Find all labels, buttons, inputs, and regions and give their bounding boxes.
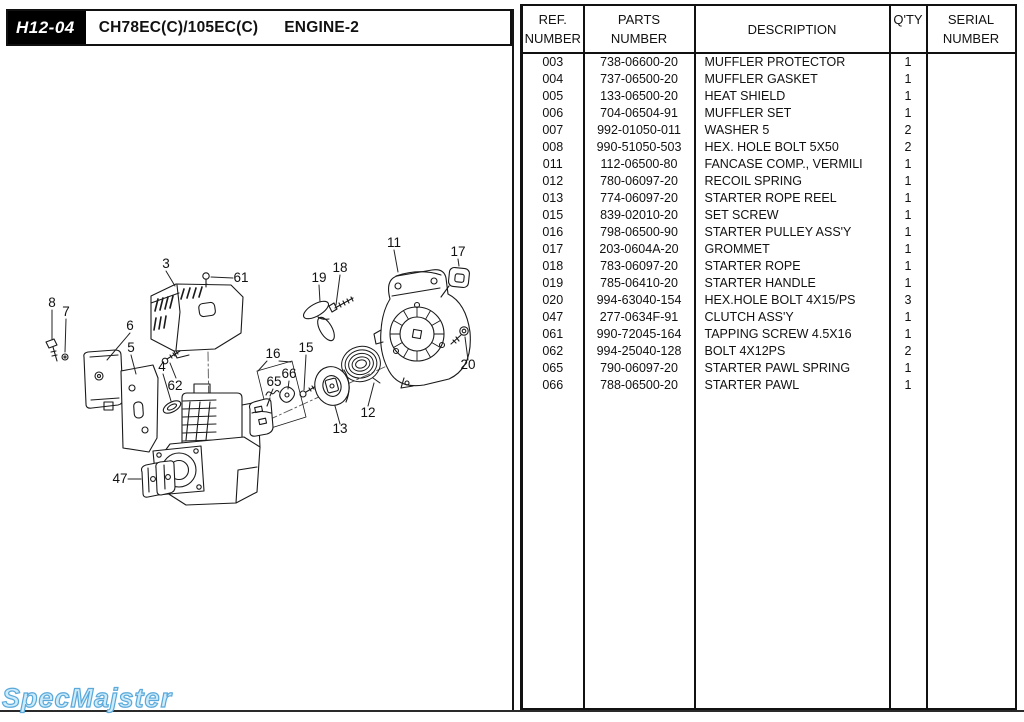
cell-part-number: 737-06500-20	[584, 70, 695, 87]
cell-ref-number: 007	[542, 122, 564, 137]
column-header-ref: REF. NUMBER	[522, 5, 584, 53]
cell-description: MUFFLER GASKET	[695, 70, 890, 87]
muffler-part	[84, 350, 123, 410]
cell-serial-number	[927, 308, 1016, 325]
table-row	[522, 257, 1016, 274]
label-16: 16	[265, 346, 281, 361]
cell-ref-number: 061	[542, 326, 564, 341]
table-row	[522, 172, 1016, 189]
table-row	[522, 274, 1016, 291]
cell-ref-number: 062	[542, 343, 564, 358]
cell-serial-number	[927, 257, 1016, 274]
heat-shield-part	[121, 365, 158, 452]
label-18: 18	[332, 260, 348, 275]
label-15: 15	[298, 340, 314, 355]
cell-part-number: 780-06097-20	[584, 172, 695, 189]
cell-ref-number: 065	[542, 360, 564, 375]
cell-qty: 1	[890, 87, 927, 104]
cell-ref-number: 013	[542, 190, 564, 205]
cell-part-number: 990-51050-503	[584, 138, 695, 155]
label-19: 19	[311, 270, 327, 285]
label-13: 13	[332, 421, 348, 436]
cell-qty: 1	[890, 104, 927, 121]
fancase-part	[374, 270, 470, 388]
cell-description: HEAT SHIELD	[695, 87, 890, 104]
cell-ref-number: 004	[542, 71, 564, 86]
cell-ref-number: 006	[542, 105, 564, 120]
table-row	[522, 291, 1016, 308]
cell-part-number: 785-06410-20	[584, 274, 695, 291]
table-row	[522, 189, 1016, 206]
label-8: 8	[48, 295, 56, 310]
cell-description: MUFFLER SET	[695, 104, 890, 121]
cell-description: STARTER PAWL	[695, 376, 890, 393]
cell-serial-number	[927, 274, 1016, 291]
cell-serial-number	[927, 376, 1016, 393]
table-row	[522, 155, 1016, 172]
label-4: 4	[158, 359, 166, 374]
set-screw-part	[300, 386, 316, 397]
cell-description: HEX. HOLE BOLT 5X50	[695, 138, 890, 155]
cell-ref-number: 008	[542, 139, 564, 154]
cell-serial-number	[927, 325, 1016, 342]
cell-part-number: 133-06500-20	[584, 87, 695, 104]
cell-serial-number	[927, 240, 1016, 257]
cell-ref-number: 005	[542, 88, 564, 103]
table-row	[522, 70, 1016, 87]
cell-part-number: 774-06097-20	[584, 189, 695, 206]
sheet-name: ENGINE-2	[284, 18, 360, 36]
label-5: 5	[127, 340, 135, 355]
table-row	[522, 308, 1016, 325]
table-row	[522, 342, 1016, 359]
cell-part-number: 783-06097-20	[584, 257, 695, 274]
table-row	[522, 359, 1016, 376]
cell-part-number: 994-63040-154	[584, 291, 695, 308]
cell-serial-number	[927, 172, 1016, 189]
table-row	[522, 138, 1016, 155]
cell-description: HEX.HOLE BOLT 4X15/PS	[695, 291, 890, 308]
label-7: 7	[62, 304, 70, 319]
label-62: 62	[167, 378, 183, 393]
cell-ref-number: 020	[542, 292, 564, 307]
cell-qty: 1	[890, 240, 927, 257]
cell-qty: 1	[890, 189, 927, 206]
column-header-description: DESCRIPTION	[695, 5, 890, 53]
rope-reel-part	[311, 363, 354, 409]
cell-description: STARTER PULLEY ASS'Y	[695, 223, 890, 240]
cell-description: BOLT 4X12PS	[695, 342, 890, 359]
cell-qty: 2	[890, 342, 927, 359]
column-header-parts: PARTS NUMBER	[584, 5, 695, 53]
label-11: 11	[386, 235, 402, 250]
cell-qty: 2	[890, 138, 927, 155]
parts-table-header	[522, 5, 1016, 53]
cell-description: GROMMET	[695, 240, 890, 257]
cell-description: MUFFLER PROTECTOR	[695, 53, 890, 70]
cell-serial-number	[927, 291, 1016, 308]
column-header-serial: SERIAL NUMBER	[927, 5, 1016, 53]
cell-description: SET SCREW	[695, 206, 890, 223]
cell-serial-number	[927, 53, 1016, 70]
screw-18-part	[329, 297, 353, 312]
cell-part-number: 839-02010-20	[584, 206, 695, 223]
muffler-protector-part	[151, 284, 243, 358]
cell-qty: 1	[890, 359, 927, 376]
label-47: 47	[112, 471, 128, 486]
washer-7-part	[62, 354, 68, 360]
page-code-badge: H12-04	[8, 11, 86, 44]
cell-description: TAPPING SCREW 4.5X16	[695, 325, 890, 342]
label-61: 61	[233, 270, 249, 285]
cell-serial-number	[927, 104, 1016, 121]
cell-description: WASHER 5	[695, 121, 890, 138]
muffler-gasket-part	[161, 398, 182, 415]
cell-ref-number: 019	[542, 275, 564, 290]
cell-ref-number: 012	[542, 173, 564, 188]
cell-part-number: 788-06500-20	[584, 376, 695, 393]
cell-serial-number	[927, 223, 1016, 240]
cell-ref-number: 047	[542, 309, 564, 324]
table-row	[522, 121, 1016, 138]
cell-serial-number	[927, 87, 1016, 104]
cell-qty: 3	[890, 291, 927, 308]
column-header-qty: Q'TY	[890, 5, 927, 53]
cell-description: FANCASE COMP., VERMILI	[695, 155, 890, 172]
cell-description: STARTER HANDLE	[695, 274, 890, 291]
cell-qty: 1	[890, 257, 927, 274]
cell-qty: 1	[890, 172, 927, 189]
cell-qty: 2	[890, 121, 927, 138]
panel-divider	[512, 9, 514, 712]
cell-part-number: 994-25040-128	[584, 342, 695, 359]
cell-qty: 1	[890, 206, 927, 223]
parts-table-body	[522, 53, 1016, 709]
cell-ref-number: 015	[542, 207, 564, 222]
cell-serial-number	[927, 206, 1016, 223]
cell-qty: 1	[890, 308, 927, 325]
table-row	[522, 87, 1016, 104]
table-filler-row	[522, 393, 1016, 709]
cell-ref-number: 016	[542, 224, 564, 239]
cell-ref-number: 018	[542, 258, 564, 273]
table-row	[522, 325, 1016, 342]
cell-part-number: 992-01050-011	[584, 121, 695, 138]
parts-table	[520, 4, 1017, 710]
cell-qty: 1	[890, 325, 927, 342]
cell-qty: 1	[890, 274, 927, 291]
cell-qty: 1	[890, 70, 927, 87]
cell-serial-number	[927, 155, 1016, 172]
label-65: 65	[266, 374, 282, 389]
cell-part-number: 790-06097-20	[584, 359, 695, 376]
starter-pawl-part	[280, 387, 295, 402]
cell-serial-number	[927, 189, 1016, 206]
cell-serial-number	[927, 342, 1016, 359]
cell-serial-number	[927, 70, 1016, 87]
cell-description: RECOIL SPRING	[695, 172, 890, 189]
cell-qty: 1	[890, 223, 927, 240]
label-17: 17	[450, 244, 466, 259]
table-row	[522, 376, 1016, 393]
cell-ref-number: 017	[542, 241, 564, 256]
table-row	[522, 104, 1016, 121]
cell-qty: 1	[890, 376, 927, 393]
cell-part-number: 990-72045-164	[584, 325, 695, 342]
cell-description: CLUTCH ASS'Y	[695, 308, 890, 325]
cell-part-number: 704-06504-91	[584, 104, 695, 121]
label-12: 12	[360, 405, 376, 420]
cell-qty: 1	[890, 53, 927, 70]
starter-pawl-spring-part	[266, 391, 279, 407]
cell-description: STARTER ROPE REEL	[695, 189, 890, 206]
cell-part-number: 203-0604A-20	[584, 240, 695, 257]
table-row	[522, 240, 1016, 257]
cell-description: STARTER ROPE	[695, 257, 890, 274]
model-name: CH78EC(C)/105EC(C)	[98, 18, 259, 36]
label-3: 3	[162, 256, 170, 271]
table-row	[522, 53, 1016, 70]
hex-bolt-8-part	[46, 339, 57, 361]
label-66: 66	[281, 366, 297, 381]
cell-serial-number	[927, 121, 1016, 138]
cell-serial-number	[927, 138, 1016, 155]
label-20: 20	[460, 357, 476, 372]
cell-ref-number: 066	[542, 377, 564, 392]
cell-part-number: 277-0634F-91	[584, 308, 695, 325]
cell-description: STARTER PAWL SPRING	[695, 359, 890, 376]
table-row	[522, 223, 1016, 240]
watermark: SpecMajster	[2, 683, 173, 713]
clutch-assembly-part	[142, 461, 176, 497]
cell-part-number: 798-06500-90	[584, 223, 695, 240]
cell-ref-number: 003	[542, 55, 564, 69]
label-6: 6	[126, 318, 134, 333]
cell-part-number: 738-06600-20	[584, 53, 695, 70]
table-row	[522, 206, 1016, 223]
starter-pulley-part	[250, 399, 274, 436]
cell-serial-number	[927, 359, 1016, 376]
cell-part-number: 112-06500-80	[584, 155, 695, 172]
cell-qty: 1	[890, 155, 927, 172]
cell-ref-number: 011	[542, 156, 563, 171]
